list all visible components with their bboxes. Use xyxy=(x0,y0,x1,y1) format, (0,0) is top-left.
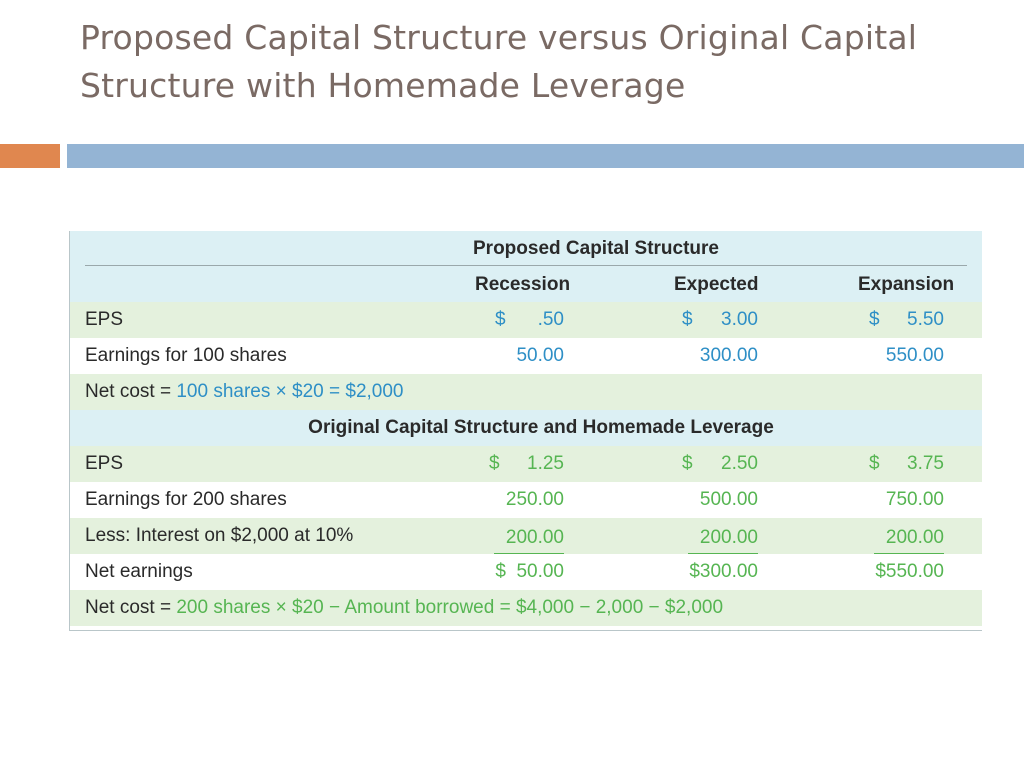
interest-expected-cell xyxy=(670,520,758,556)
column-header-expansion: Expansion xyxy=(858,274,955,295)
net-earnings-expansion: $550.00 xyxy=(875,561,944,582)
net-cost-formula: 200 shares × $20 − Amount borrowed = $4,000 − 2,000 − $2,000 xyxy=(176,597,724,618)
interest-expansion-cell xyxy=(860,520,944,556)
row-label: Less: Interest on $2,000 at 10% xyxy=(85,525,354,546)
title-line-1: Proposed Capital Structure versus Original Capital xyxy=(80,18,918,57)
earnings-expected: 300.00 xyxy=(699,345,758,366)
eps-expected: 2.50 xyxy=(721,453,758,474)
eps-recession: .50 xyxy=(537,309,564,330)
earnings-expansion: 550.00 xyxy=(885,345,944,366)
column-header-expected: Expected xyxy=(674,274,759,295)
row-label: Net cost = xyxy=(85,597,172,618)
accent-bar-blue xyxy=(67,144,1024,168)
table-row xyxy=(70,302,982,338)
currency-symbol: $ xyxy=(869,453,880,474)
proposed-title: Proposed Capital Structure xyxy=(473,238,719,259)
row-label: EPS xyxy=(85,453,124,474)
net-cost-formula: 100 shares × $20 = $2,000 xyxy=(176,381,404,402)
earnings-recession: 250.00 xyxy=(505,489,564,510)
earnings-recession: 50.00 xyxy=(516,345,564,366)
table-row xyxy=(70,446,982,482)
interest-recession: 200.00 xyxy=(494,523,564,554)
eps-expansion: 5.50 xyxy=(907,309,944,330)
row-label: Net earnings xyxy=(85,561,193,582)
table-row xyxy=(70,518,982,554)
row-label: Net cost = xyxy=(85,381,172,402)
table-row xyxy=(70,338,982,374)
row-label: Earnings for 200 shares xyxy=(85,489,287,510)
currency-symbol: $ xyxy=(682,453,693,474)
net-earnings-recession: $ 50.00 xyxy=(495,561,564,582)
column-header-recession: Recession xyxy=(475,274,571,295)
currency-symbol: $ xyxy=(682,309,693,330)
net-cost-line xyxy=(85,374,404,410)
interest-expected: 200.00 xyxy=(688,523,758,554)
table-row xyxy=(70,482,982,518)
slide-title xyxy=(80,14,980,110)
interest-recession-cell xyxy=(480,520,564,556)
earnings-expected: 500.00 xyxy=(699,489,758,510)
title-line-2: Structure with Homemade Leverage xyxy=(80,66,686,105)
net-earnings-expected: $300.00 xyxy=(689,561,758,582)
capital-structure-table xyxy=(69,231,982,631)
currency-symbol: $ xyxy=(489,453,500,474)
accent-bar-orange xyxy=(0,144,60,168)
header-rule xyxy=(85,265,967,266)
table-row xyxy=(70,374,982,410)
table-row xyxy=(70,554,982,590)
row-label: EPS xyxy=(85,309,124,330)
currency-symbol: $ xyxy=(495,309,506,330)
eps-expansion: 3.75 xyxy=(907,453,944,474)
currency-symbol: $ xyxy=(869,309,880,330)
eps-expected: 3.00 xyxy=(721,309,758,330)
net-cost-line xyxy=(85,590,723,626)
interest-expansion: 200.00 xyxy=(874,523,944,554)
row-label: Earnings for 100 shares xyxy=(85,345,287,366)
earnings-expansion: 750.00 xyxy=(885,489,944,510)
eps-recession: 1.25 xyxy=(527,453,564,474)
original-header xyxy=(70,410,982,446)
original-title: Original Capital Structure and Homemade Leverage xyxy=(308,417,774,438)
table-row xyxy=(70,590,982,626)
proposed-header xyxy=(70,231,982,302)
